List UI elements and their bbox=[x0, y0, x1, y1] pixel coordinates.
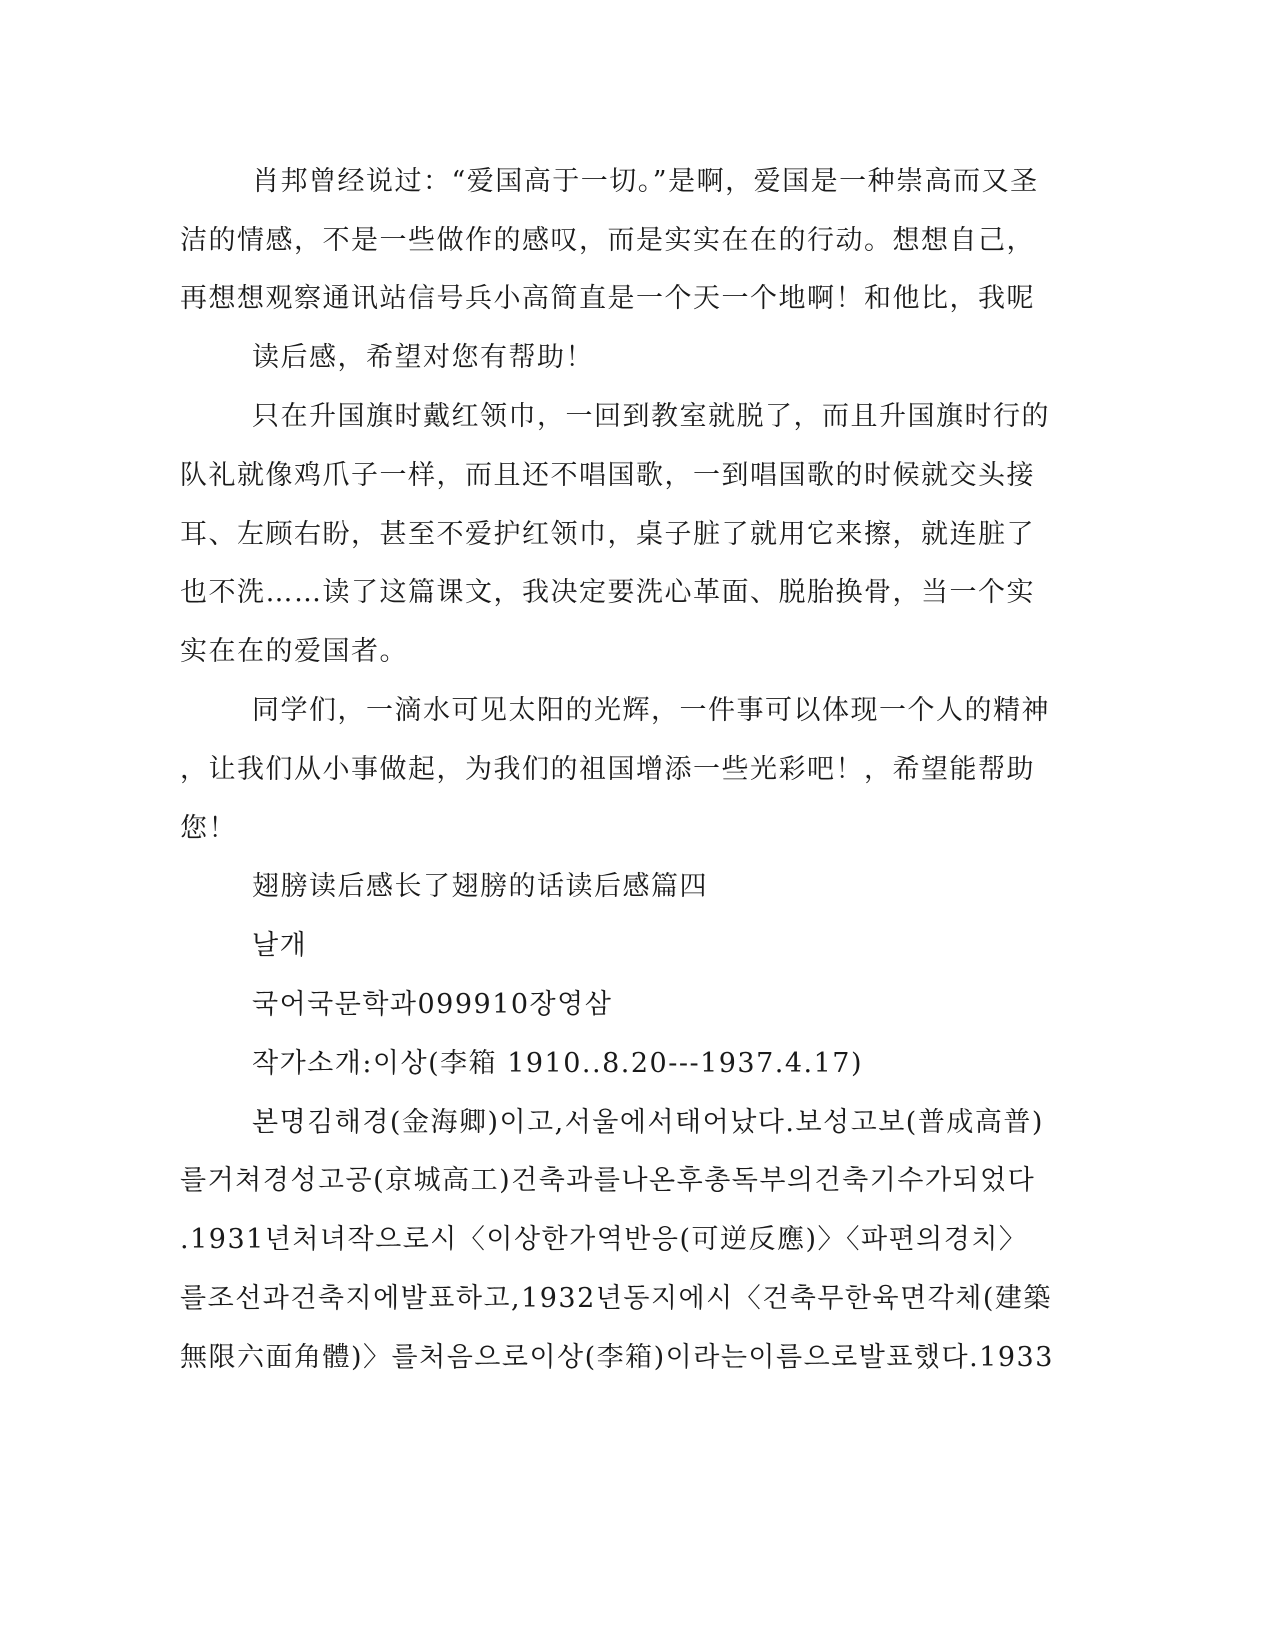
author-intro-line: 작가소개:이상(李箱 1910..8.20---1937.4.17) bbox=[252, 1048, 864, 1079]
paragraph-line: 無限六面角體)〉를처음으로이상(李箱)이라는이름으로발표했다.1933 bbox=[180, 1342, 1054, 1373]
paragraph-line: 再想想观察通讯站信号兵小高简直是一个天一个地啊！和他比，我呢 bbox=[180, 283, 1035, 314]
author-line: 국어국문학과099910장영삼 bbox=[252, 989, 613, 1020]
paragraph-line: 耳、左顾右盼，甚至不爱护红领巾，桌子脏了就用它来擦，就连脏了 bbox=[180, 519, 1035, 550]
paragraph-line: 본명김해경(金海卿)이고,서울에서태어났다.보성고보(普成高普) bbox=[252, 1107, 1044, 1138]
paragraph-line: 洁的情感，不是一些做作的感叹，而是实实在在的行动。想想自己， bbox=[180, 225, 1035, 256]
paragraph-line: 를거쳐경성고공(京城高工)건축과를나온후총독부의건축기수가되었다 bbox=[180, 1165, 1036, 1196]
paragraph-line: 您！ bbox=[180, 813, 237, 844]
paragraph-line: 只在升国旗时戴红领巾，一回到教室就脱了，而且升国旗时行的 bbox=[252, 401, 1050, 432]
paragraph-line: ，让我们从小事做起，为我们的祖国增添一些光彩吧！，希望能帮助 bbox=[180, 754, 1035, 785]
paragraph-line: 读后感，希望对您有帮助！ bbox=[252, 342, 594, 373]
paragraph-line: .1931년처녀작으로시〈이상한가역반응(可逆反應)〉〈파편의경치〉 bbox=[180, 1224, 1028, 1255]
paragraph-line: 也不洗……读了这篇课文，我决定要洗心革面、脱胎换骨，当一个实 bbox=[180, 577, 1035, 608]
paragraph-line: 实在在的爱国者。 bbox=[180, 636, 408, 667]
paragraph-line: 를조선과건축지에발표하고,1932년동지에시〈건축무한육면각체(建築 bbox=[180, 1283, 1052, 1314]
paragraph-line: 队礼就像鸡爪子一样，而且还不唱国歌，一到唱国歌的时候就交头接 bbox=[180, 460, 1035, 491]
paragraph-line: 肖邦曾经说过：“爱国高于一切。”是啊，爱国是一种崇高而又圣 bbox=[252, 166, 1039, 197]
paragraph-line: 同学们，一滴水可见太阳的光辉，一件事可以体现一个人的精神 bbox=[252, 695, 1050, 726]
korean-title: 날개 bbox=[252, 930, 308, 961]
section-heading: 翅膀读后感长了翅膀的话读后感篇四 bbox=[252, 871, 708, 902]
